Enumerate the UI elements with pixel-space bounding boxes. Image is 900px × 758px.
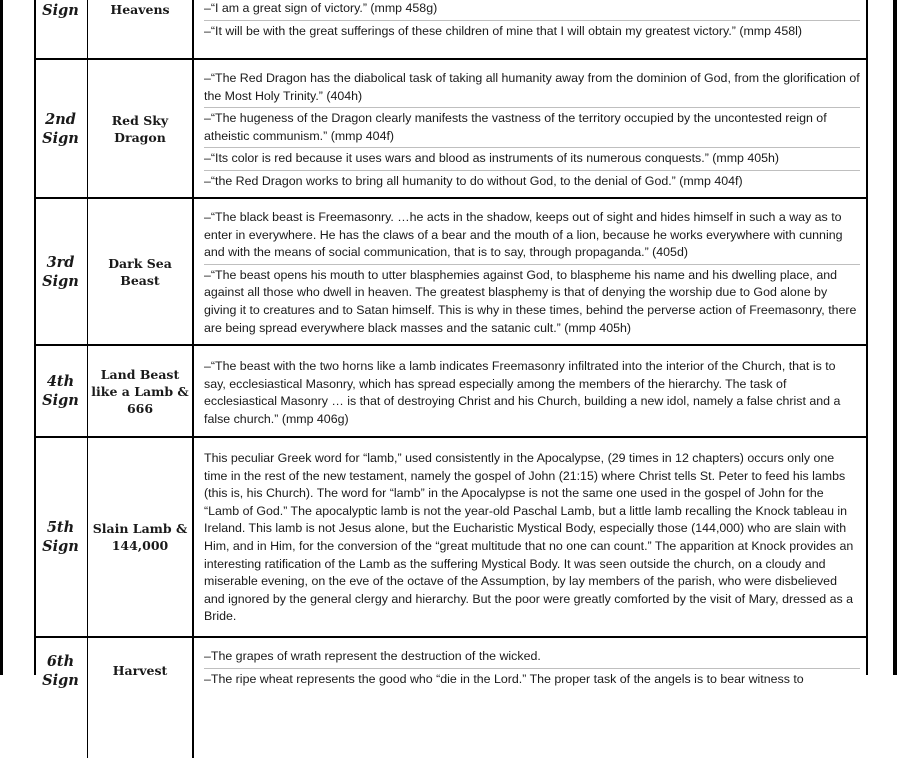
page-edge-left bbox=[0, 0, 3, 675]
quote: –“The hugeness of the Dragon clearly manifests the vastness of the territory occupied by the uncontested reign of atheistic communism.” (mmp 404f) bbox=[204, 107, 860, 145]
table-row bbox=[34, 0, 868, 60]
table-row bbox=[34, 346, 868, 438]
sign-name: Red Sky Dragon bbox=[88, 60, 194, 197]
quote: –“The Red Dragon has the diabolical task of taking all humanity away from the dominion of God, from the glorification of the Most Holy Trinity.” (404h) bbox=[204, 71, 860, 103]
sign-description bbox=[194, 438, 868, 636]
sign-number: 4th Sign bbox=[34, 346, 88, 436]
sign-name: Land Beast like a Lamb & 666 bbox=[88, 346, 194, 436]
quote: –The grapes of wrath represent the destruction of the wicked. bbox=[204, 649, 541, 663]
sign-number: Sign bbox=[34, 0, 88, 58]
sign-description bbox=[194, 199, 868, 344]
quote: –“I am a great sign of victory.” (mmp 458g) bbox=[204, 1, 438, 15]
table-row bbox=[34, 438, 868, 638]
sign-description bbox=[194, 60, 868, 197]
table-row bbox=[34, 199, 868, 346]
quote: –“Its color is red because it uses wars and blood as instruments of its numerous conquests.” (mmp 405h) bbox=[204, 147, 860, 168]
quote: –“The beast with the two horns like a lamb indicates Freemasonry infiltrated into the interior of the Church, that is to say, ecclesiastical Masonry, which has spread especially among the members of the hierarchy. The task of ecclesiastical Masonry … is that of destroying Christ and his Church, building a new idol, namely a false christ and a false church.” (mmp 406g) bbox=[204, 359, 841, 426]
sign-name: Harvest bbox=[88, 638, 194, 758]
quote: –“the Red Dragon works to bring all humanity to do without God, to the denial of God.” (mmp 404f) bbox=[204, 170, 860, 191]
quote-text: –“It will be with the great sufferings of these children of mine that I will obtain my greatest victory.” (mmp 458l) bbox=[204, 23, 802, 38]
quote bbox=[204, 20, 860, 41]
sign-description bbox=[194, 0, 868, 58]
sign-name: Slain Lamb & 144,000 bbox=[88, 438, 194, 636]
sign-number: 5th Sign bbox=[34, 438, 88, 636]
sign-description bbox=[194, 638, 868, 758]
table-row bbox=[34, 638, 868, 758]
sign-number: 2nd Sign bbox=[34, 60, 88, 197]
quote: This peculiar Greek word for “lamb,” used consistently in the Apocalypse, (29 times in 12 chapters) occurs only one time in the rest of the new testament, namely the gospel of John (21:15) where Christ tells St. Peter to feed his lambs (this is, his Church). The word for “lamb” in the Apocalypse is not the same one used in the gospel of John for the “Lamb of God.” The apocalyptic lamb is not the year-old Paschal Lamb, but a little lamb recalling the Knock tableau in Ireland. This lamb is not Jesus alone, but the Eucharistic Mystical Body, especially those (144,000) who are slain with Him, and in Him, for the conversion of the “great multitude that no one can count.” The apparition at Knock provides an interesting ratification of the Lamb as the suffering Mystical Body. It was seen outside the church, on a cloudy and miserable evening, on the eve of the octave of the Assumption, by lay members of the parish, who were disbelieved and ignored by the general clergy and hierarchy. But the poor were greatly comforted by the visit of Mary, dressed as a Bride. bbox=[204, 451, 854, 624]
signs-table bbox=[34, 0, 868, 758]
sign-name: Dark Sea Beast bbox=[88, 199, 194, 344]
quote: –“The black beast is Freemasonry. …he acts in the shadow, keeps out of sight and hides himself in such a way as to enter in everywhere. He has the claws of a bear and the mouth of a lion, because he works everywhere with cunning and with the means of social communication, that is to say, through propaganda.” (405d) bbox=[204, 210, 843, 260]
sign-description bbox=[194, 346, 868, 436]
quote: –The ripe wheat represents the good who “die in the Lord.” The proper task of the angels is to bear witness to bbox=[204, 668, 860, 689]
sign-number: 6th Sign bbox=[34, 638, 88, 758]
page-edge-right bbox=[893, 0, 897, 675]
quote: –“The beast opens his mouth to utter blasphemies against God, to blaspheme his name and his dwelling place, and against all those who dwell in heaven. The greatest blasphemy is that of denying the worship due to God alone by giving it to creatures and to Satan himself. This is why in these times, behind the perverse action of Freemasonry, there are being spread everywhere black masses and the satanic cult.” (mmp 405h) bbox=[204, 264, 860, 337]
table-row bbox=[34, 60, 868, 199]
sign-number: 3rd Sign bbox=[34, 199, 88, 344]
sign-name: Heavens bbox=[88, 0, 194, 58]
